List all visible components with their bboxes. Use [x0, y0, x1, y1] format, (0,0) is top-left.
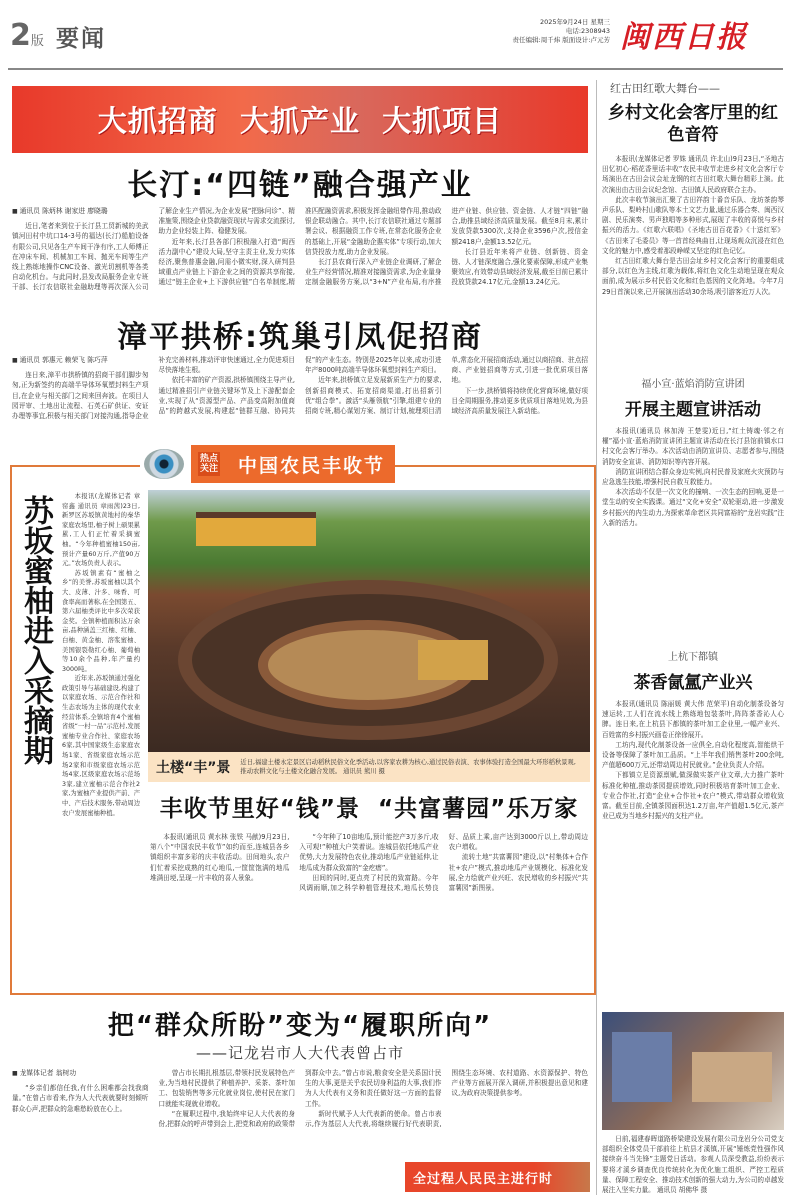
page-suffix: 版: [30, 34, 44, 49]
column-divider: [596, 80, 597, 1195]
article-body: [62, 492, 140, 987]
paragraph: 消防宣讲团结合群众身边实例,向村民普及家庭火灾预防与应急逃生技能,增强村民自救互救能力。: [602, 467, 784, 487]
masthead-logo: 闽西日报: [620, 20, 748, 55]
byline: ■ 通讯员 郭惠元 赖荣飞 陈巧萍: [12, 355, 149, 366]
paragraph: 新时代赋予人大代表新的使命。曾占市表示,作为基层人大代表,将继续履行好代表职责,围绕生态环境、农村道路、水资源保护、特色产业等方面展开深入调研,并积极提出意见和建议,为政府决策提供参考。: [305, 1069, 588, 1129]
paragraph: 长汀县农商行深入产业链企业调研,了解企业生产经营情况,精准对接融资需求,为企业量身定制金融服务方案,以“3+N”产业布局,有序推进产业链、供应链、资金链、人才链“四链”融合,助推县域经济高质量发展。截至8月末,累计发放贷款5300次,支持企业3596户次,授信金额2418户,金额13.52亿元。: [305, 207, 588, 287]
paragraph: 长汀县近年来将产业链、创新链、资金链、人才链深度融合,强化要素保障,形成产业集聚效应,有效带动县域经济发展,截至目前已累计投放贷款24.17亿元,金额13.24亿元。: [451, 247, 588, 287]
article-headline: 长汀:“四链”融合强产业: [127, 168, 473, 203]
article-headline: 漳平拱桥:筑巢引凤促招商: [117, 320, 483, 355]
paragraph: 本报讯(通讯员 林加涛 王楚雯)近日,“红土铸魂·邻之有櫂”福小宣·蓝焰消防宣讲团主题宣讲活动在长汀县馆前镇水口村文化会客厅举办。本次活动由消防宣讲员、志愿者参与,围绕消防安全宣讲、消防知识等内容开展。: [602, 427, 784, 466]
right-article: [602, 375, 784, 586]
page-number: [10, 18, 44, 53]
photo-caption-band: [148, 752, 590, 782]
article-headline: 把“群众所盼”变为“履职所向”: [107, 1011, 493, 1041]
photo-caption: [602, 1134, 784, 1198]
feature-title: 中国农民丰收节: [238, 454, 386, 477]
article-headline-vertical: 苏坂蜜柚进入采摘期: [18, 495, 53, 765]
paragraph: 田间的同时,更点亮了村民的致富路。今年风调雨顺,加之科学种植管理技术,地瓜长势良好、品质上乘,亩产达到3000斤以上,带动周边农户增收。: [299, 833, 588, 893]
paragraph: 下都镇立足资源禀赋,做深做实茶产业文章,大力推广茶叶标准化种植,推动茶园提质增效,同时积极培育茶叶加工企业、专业合作社,打造“企业+合作社+农户”模式,带动群众增收致富。截至目前,全镇茶园面积达1.2万亩,年产值超1.5亿元,茶产业已成为当地乡村振兴的支柱产业。: [602, 771, 784, 821]
article-kicker: 福小宣·蓝焰消防宣讲团: [641, 379, 745, 390]
democracy-banner: [405, 1162, 590, 1192]
article-kicker: 红古田红歌大舞台——: [610, 82, 720, 95]
right-article: [602, 648, 784, 999]
paragraph: 下一步,拱桥镇将持续优化营商环境,做好项目全周期服务,推动更多优质项目落地见效,为县域经济高质量发展注入新动能。: [451, 386, 588, 416]
photo-caption: 近日,福建土楼永定景区启动稻秋民俗文化季活动,以客家农耕为核心,通过民俗表演、农事体验打造全国最大环形稻秋景观,推动农耕文化与土楼文化融合发展。: [240, 759, 576, 775]
issue-date: 2025年9月24日 星期三: [539, 18, 610, 26]
article-headline: 丰收节里好“钱”景 “共富薯园”乐万家: [159, 796, 579, 822]
paragraph: 流转土地“共富薯园”建设,以“村集体+合作社+农户”模式,推动地瓜产业规模化、标准化发展,全力绘就产业兴旺、农民增收的乡村振兴“共富薯园”新图景。: [448, 853, 588, 893]
hot-label-1: 热点: [200, 454, 219, 464]
article-kicker: 上杭下都镇: [668, 652, 718, 663]
paragraph: 工坊内,现代化制茶设备一应俱全,自动化程度高,智能烘干设备等保障了茶叶加工品质。“上半年我们销售茶叶200余吨,产值超600万元,还带动周边村民就业。”企业负责人介绍。: [602, 740, 784, 770]
article-headline: 开展主题宣讲活动: [625, 400, 761, 420]
feature-header: [140, 445, 395, 483]
banner-text: 大抓招商 大抓产业 大抓项目: [97, 104, 503, 138]
paragraph: “今年种了10亩地瓜,预计能挖产3万多斤,收入可观!”种植大户笑着说。连城县依托地瓜产业优势,大力发展特色农业,推动地瓜产业链延伸,让地瓜成为群众致富的“金疙瘩”。: [299, 833, 439, 872]
editors: 责任编辑:周千炜 版面设计:卢元芳: [512, 36, 610, 44]
right-article: [602, 80, 784, 369]
paragraph: 近日,笔者来到位于长汀县工贸新城的美武镇河田村中坑口14-3号的福达(长汀)船舶设备有限公司,只见各生产车间干净有序,工人师傅正在冲床车间、机械加工车间、抛光车间等生产线上熟练地操作CNC设备、激光切割机等各类自动化机台。与此同时,县发改局服务企业专班干部、长汀农信联社金融助理等再次深入公司了解企业生产情况,为企业发展“把脉问诊”、精准施策,围绕企业贷款融资现状与需求交流探讨,助力企业轻装上阵、稳健发展。: [12, 207, 295, 292]
byline: ■ 通讯员 陈炳林 谢家进 廖晓璐: [12, 206, 149, 217]
democracy-banner-text: 全过程人民民主进行时: [413, 1171, 554, 1187]
campaign-banner: [12, 86, 588, 153]
article-body: [150, 832, 588, 987]
article-headline: 茶香氤氲产业兴: [633, 673, 753, 693]
paragraph: “在履职过程中,我始终牢记人大代表的身份,把群众的呼声带到会上,把党和政府的政策带到群众中去。”曾占市说,粮食安全是关系国计民生的大事,更是关乎农民切身利益的大事,我们作为人大代表有义务和责任做好这一方面的监督工作。: [158, 1069, 442, 1129]
paragraph: 本报讯(龙媒体记者 章窑鑫 通讯员 章雨茜)23日,新罗区苏坂镇黄地村的秦华家庭农场里,柚子树上硕果累累,工人们正忙着采摘蜜柚。“今年种植蜜柚150亩,预计产量60万斤,产值90万元。”农场负责人表示。: [62, 493, 140, 568]
paragraph: 苏坂镇素有“蜜柚之乡”的美誉,苏坂蜜柚以其个大、皮薄、汁多、味香、可食率高而著称,在全国第五、第六届柚类评比中多次荣获金奖。全镇种植面积达万余亩,品种涵盖三红柚、红柚、白柚、黄金柚、溶浆蜜柚、美国银裂勒红心柚、葡萄柚等10余个品种,年产量约3000吨。: [62, 569, 140, 673]
photo-credit: 通讯员 熊川 摄: [343, 768, 385, 775]
photo-title: 土楼“丰”景: [156, 760, 231, 776]
tulou-photo: [148, 490, 590, 752]
paragraph: 本报讯(通讯员 黄水林 张铁 马献)9月23日,第八个“中国农民丰收节”如约而至,连城县各乡镇组织丰富多彩的庆丰收活动。田间地头,农户们忙着采挖成熟的红心地瓜,一筐筐饱满的地瓜堆满田埂,呈现一片丰收的喜人景象。: [150, 833, 290, 882]
paragraph: 红古田红歌大舞台是古田会址乡村文化会客厅的重要组成部分,以红色为主线,红歌为载体,将红色文化生动地呈现在观众面前,成为展示乡村民俗文化和红色基因的文化阵地。今年7月29日首演以来,已开展演出活动30余场,吸引游客近万人次。: [602, 257, 784, 296]
page-no: 2: [10, 18, 31, 53]
article-body: [12, 355, 588, 445]
paragraph: 近年来,苏坂镇通过强化政策引导与基础建设,构建了以家庭农场、示范合作社和生态农场为主体的现代农业经营体系,全镇培育4个蜜柚省级“一村一品”示范村,发展蜜柚专业合作社、家庭农场6家,其中国家级生态家庭农场1家、省级家庭农场示范场2家和市级家庭农场示范场4家,区级家庭农场示范场3家,建立蜜柚示范合作社2家,为蜜柚产业提供产前、产中、产后技术服务,带动周边农户发展蜜柚种植。: [62, 675, 140, 817]
hot-topic-label: [198, 452, 220, 476]
paragraph: 本次活动不仅是一次文化的撞响、一次生态的回响,更是一堂生动的安全实践课。通过“文化+安全”双轮驱动,进一步激发乡村振兴的内生动力,为探索革命老区共同富裕的“龙岩实践”注入新的活力。: [602, 488, 784, 527]
paragraph: 连日来,漳平市拱桥镇的招商干部们脚步匆匆,正为新签约的高端半导体环氧塑封料生产项目,在企业与相关部门之间来回奔波。在项目人园评审、土地出让流程、石英石矿供证、安证办理等事宜,积极与相关部门对接沟通,指导企业补充完善材料,推动评审快速通过,全力促进项目尽快落地生根。: [12, 356, 295, 421]
hot-label-2: 关注: [200, 464, 219, 474]
photo-credit: 通讯员 胡佛华 摄: [656, 1186, 708, 1195]
byline: ■ 龙媒体记者 翁树功: [12, 1068, 149, 1079]
exhibition-photo: [602, 1012, 784, 1130]
paragraph: 近年来,长汀县各部门积极融入打造“闽西活力副中心”建设大局,坚守主责主业,发力实体经济,聚焦普惠金融,问需小微实财,深入研判县域重点产业链上下游企业之间的资源共享衔接,通过“链主企业+上下游供应链”白名单制度,精准匹配融资需求,积极发挥金融纽带作用,推动政银企联动融合。其中,长汀农信联社通过专题部署会议、根据融资工作专班,在常态化服务企业的基础上,开展“金融助企惠实体”专项行动,加大信贷投放力度,助力企业发展。: [158, 207, 442, 287]
article-body: [12, 206, 588, 306]
paragraph: 曾占市长期扎根基层,带领村民发展特色产业,为当地村民提供了种植养护、采茶、茶叶加工、包装销售等多元化就业岗位,使村民在家门口就能实现就业增收。: [158, 1069, 295, 1108]
caption-text: 日前,福建春晖道路桥梁建设发展有限公司龙岩分公司党支部组织全体党员干部前往上杭县才溪镇,开展“锤炼党性强作风 接续奋斗当先锋”主题党日活动。参观人员深受教益,纷纷表示要将才溪乡调查优良传统转化为优化施工组织、严控工程质量、保障工程安全、推动技术创新的强大动力,为公司的卓越发展注入坚实力量。: [602, 1135, 784, 1195]
paragraph: 此次丰收节演出汇聚了古田祥韵十番音乐队、龙坊茶韵琴声乐队、梨岭村山歌队等本土文艺力量,通过乐器合奏、闽西汉剧、民乐演奏、男声独唱等多种形式,展现了丰收的喜悦与乡村振兴的活力。《红歌六联唱》《圣地古田百花香》《十送红军》《古田来了毛委员》等一首首经典曲目,让现场观众沉浸在红色文化的魅力中,感受着那段峥嵘又坚定的红色记忆。: [602, 195, 784, 255]
issue-info: [513, 18, 610, 45]
paragraph: 近年来,拱桥镇立足发展新质生产力的要求,创新招商模式、拓宽招商渠道,打出招新引优“组合拳”。激活“头雁领航”引擎,组建专业的招商专班,精心谋划方案、制订计划,梳理项目清单,常态化开展招商活动,通过以商招商、驻点招商、产业链招商等方式,引进一批优质项目落地。: [305, 356, 588, 416]
article-subtitle: ——记龙岩市人大代表曾占市: [195, 1044, 404, 1062]
paragraph: 本报讯(龙媒体记者 罗姝 通讯员 许北山)9月23日,“圣地古田忆初心·稻花香里话丰收”农民丰收节走进乡村文化会客厅专场演出在古田会议会址龙钢的红古田红歌大舞台精彩上演。此次演出由古田会议纪念馆、古田镇人民政府联合主办。: [602, 155, 784, 194]
eye-icon: [144, 449, 184, 479]
section-name: 要闻: [56, 26, 106, 52]
phone: 电话:2308943: [565, 27, 610, 35]
paragraph: “乡亲们都信任我,有什么困难都会找我商量。”在曾占市看来,作为人大代表就要时刻倾听群众心声,把群众的急难愁盼放在心上。: [12, 1084, 149, 1113]
paragraph: 依托丰富的矿产资源,拱桥镇围绕主导产业,通过精准招引产业链关键环节及上下游配套企业,实现了从“资源型产品、产品变高附加值商品”的跨越式发展,构建起“链群互融、协同共促”的产业生态。特别是2025年以来,成功引进年产8000吨高端半导体环氧塑封料生产项目。: [158, 356, 442, 416]
paragraph: 本报讯(通讯员 陈丽媛 黄大伟 范荣平)自动化制茶设备匀速运转,工人们在流水线上熟练地包装茶叶,阵阵茶香沁人心脾。连日来,在上杭县下都镇的茶叶加工企业里,一幅产业兴、百姓富的乡村振兴画卷正徐徐展开。: [602, 700, 784, 739]
article-headline: 乡村文化会客厅里的红色音符: [608, 103, 778, 145]
header-rule: [8, 68, 783, 70]
